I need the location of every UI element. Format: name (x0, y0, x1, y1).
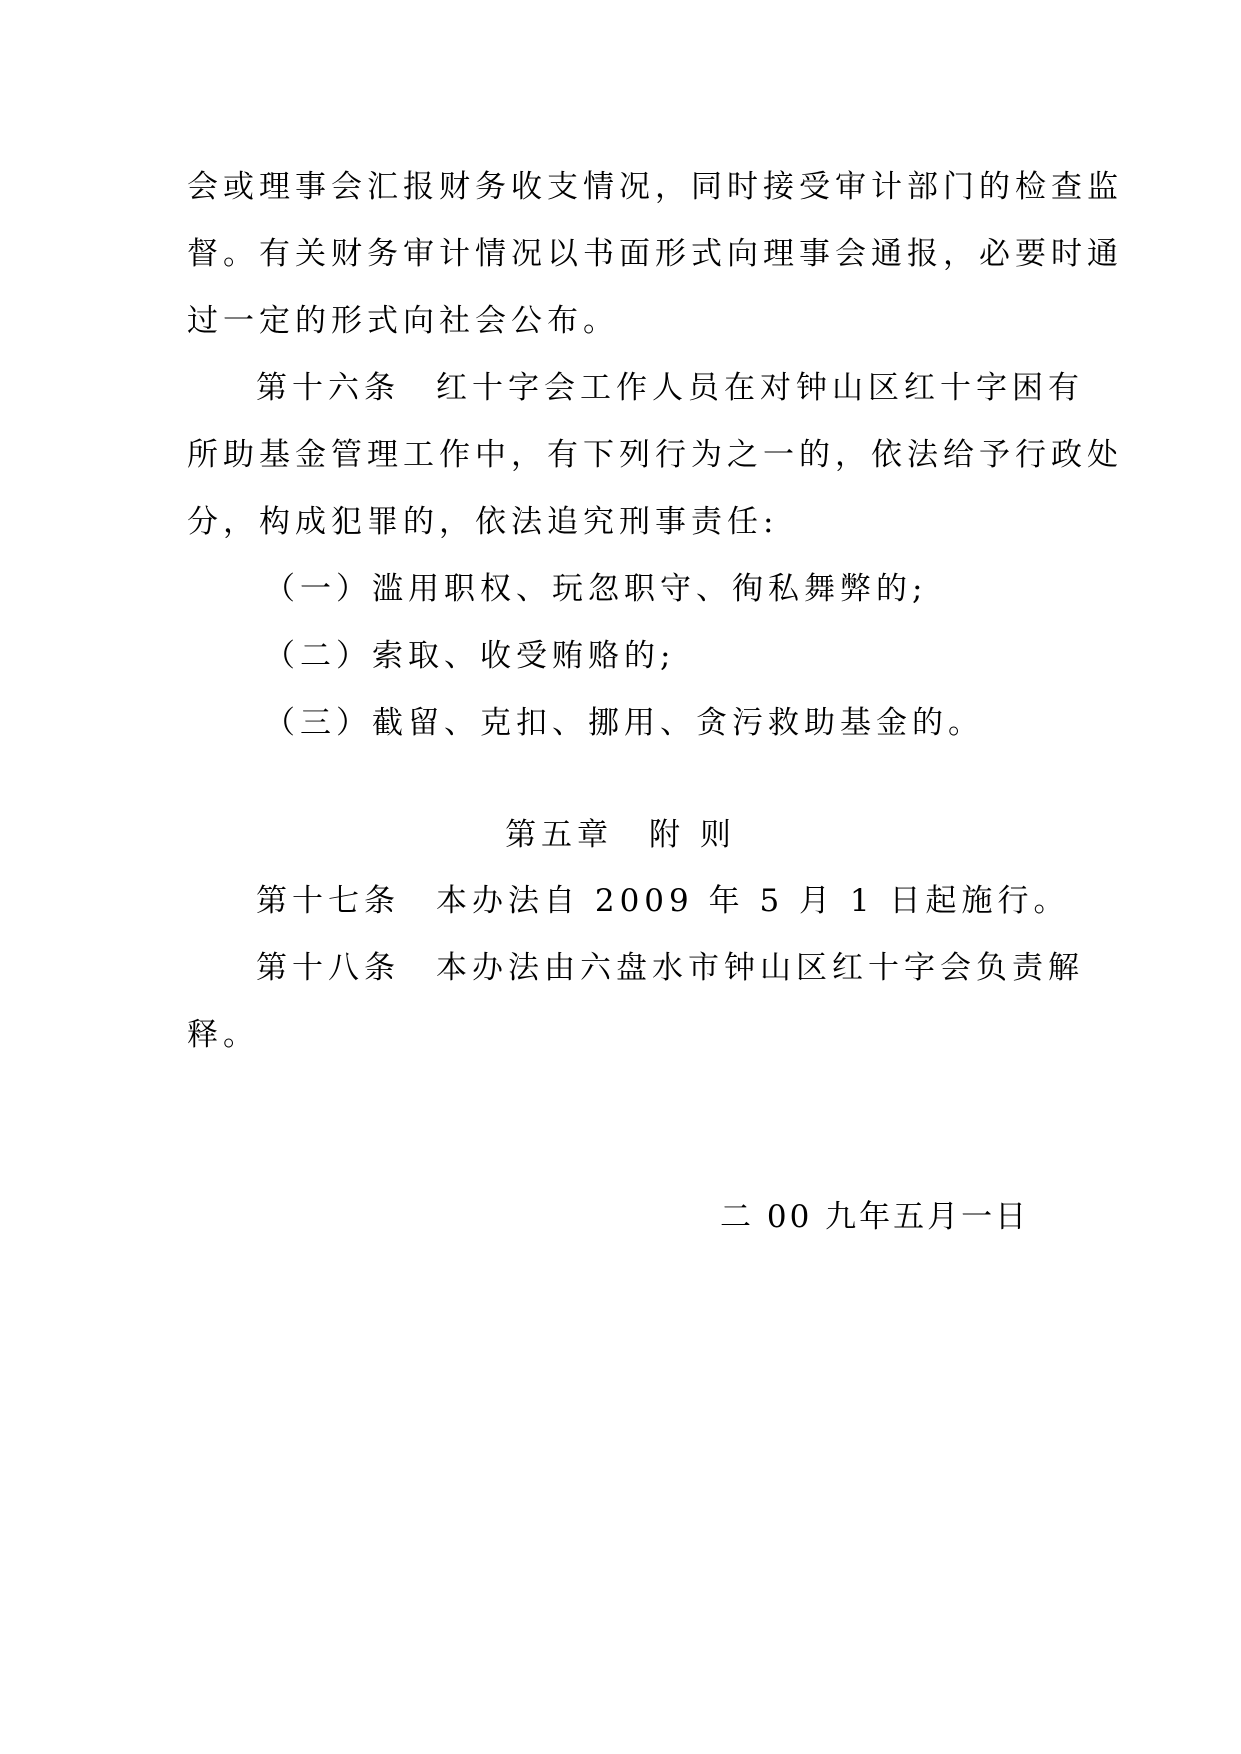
article-17-line: 第十七条 本办法自 2009 年 5 月 1 日起施行。 (256, 883, 1070, 919)
article-16-line: 第十六条 红十字会工作人员在对钟山区红十字困有 (256, 370, 1084, 406)
signature-date: 二 00 九年五月一日 (720, 1199, 1030, 1235)
article-18-line: 释。 (187, 1017, 259, 1053)
list-item: （一）滥用职权、玩忽职守、徇私舞弊的; (264, 571, 928, 607)
paragraph-line: 过一定的形式向社会公布。 (187, 303, 619, 339)
article-16-line: 所助基金管理工作中，有下列行为之一的，依法给予行政处 (187, 437, 1123, 473)
article-18-line: 第十八条 本办法由六盘水市钟山区红十字会负责解 (256, 950, 1084, 986)
list-item: （二）索取、收受贿赂的; (264, 638, 676, 674)
paragraph-line: 会或理事会汇报财务收支情况，同时接受审计部门的检查监 (187, 169, 1123, 205)
list-item: （三）截留、克扣、挪用、贪污救助基金的。 (264, 705, 984, 741)
article-16-line: 分，构成犯罪的，依法追究刑事责任: (187, 504, 779, 540)
chapter-title: 第五章 附 则 (505, 817, 736, 853)
paragraph-line: 督。有关财务审计情况以书面形式向理事会通报，必要时通 (187, 236, 1123, 272)
